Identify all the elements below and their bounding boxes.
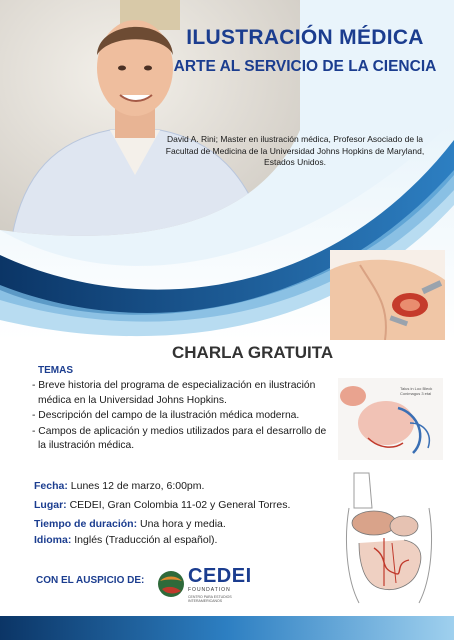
duracion-row bbox=[34, 518, 226, 530]
footer-band bbox=[0, 616, 454, 640]
surgery-illustration bbox=[330, 250, 445, 340]
svg-text:Conimagus 3 etal: Conimagus 3 etal bbox=[400, 391, 432, 396]
lugar-value: CEDEI, Gran Colombia 11-02 y General Torres. bbox=[69, 499, 291, 511]
list-item: - Breve historia del programa de especialización en ilustración médica en la Universidad Johns Hopkins. bbox=[32, 380, 316, 406]
idioma-value: Inglés (Traducción al español). bbox=[74, 534, 218, 546]
idioma-label: Idioma: bbox=[34, 534, 72, 546]
duracion-value: Una hora y media. bbox=[140, 518, 226, 530]
fecha-value: Lunes 12 de marzo, 6:00pm. bbox=[70, 480, 205, 492]
logo-tagline: CENTRO PARA ESTUDIOS INTERAMERICANOS bbox=[188, 595, 232, 603]
poster-subtitle: ARTE AL SERVICIO DE LA CIENCIA bbox=[173, 58, 437, 75]
fecha-row bbox=[34, 480, 204, 492]
temas-heading: TEMAS bbox=[38, 365, 73, 376]
logo-name: CEDEI bbox=[188, 565, 252, 587]
idioma-row bbox=[34, 534, 217, 546]
speaker-bio: David A. Rini; Master en ilustración médica, Profesor Asociado de la Facultad de Medicina de la Universidad Johns Hopkins de Maryland, Estados Unidos. bbox=[165, 134, 425, 167]
fecha-label: Fecha: bbox=[34, 480, 68, 492]
poster-title: ILUSTRACIÓN MÉDICA bbox=[186, 26, 424, 49]
list-item: - Campos de aplicación y medios utilizados para el desarrollo de la ilustración médica. bbox=[32, 425, 327, 451]
duracion-label: Tiempo de duración: bbox=[34, 518, 138, 530]
charla-gratuita-label: CHARLA GRATUITA bbox=[172, 343, 334, 362]
globe-icon bbox=[156, 569, 186, 599]
lugar-row bbox=[34, 499, 290, 511]
illustration-caption: Talus in Loo Bleck bbox=[400, 386, 433, 391]
temas-list bbox=[30, 379, 330, 455]
list-item: - Descripción del campo de la ilustración médica moderna. bbox=[32, 410, 300, 421]
organ-illustration bbox=[338, 378, 443, 460]
logo-sub: FOUNDATION bbox=[188, 587, 231, 593]
auspicio-label: CON EL AUSPICIO DE: bbox=[36, 575, 145, 586]
lugar-label: Lugar: bbox=[34, 499, 67, 511]
digestive-illustration bbox=[334, 468, 444, 606]
cedei-logo bbox=[156, 565, 256, 605]
